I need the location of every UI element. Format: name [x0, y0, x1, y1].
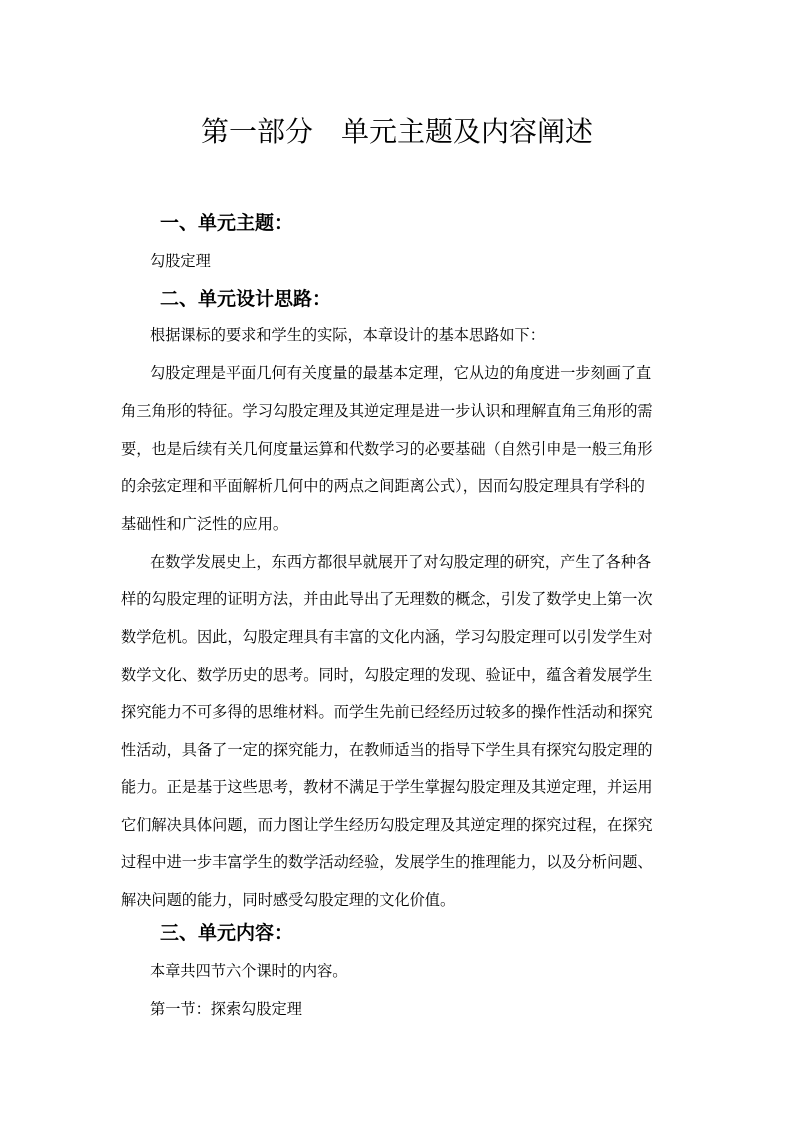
paragraph-line: 它们解决具体问题，而力图让学生经历勾股定理及其逆定理的探究过程，在探究: [121, 816, 653, 834]
paragraph-line: 数学文化、数学历史的思考。同时，勾股定理的发现、验证中，蕴含着发展学生: [121, 666, 653, 684]
paragraph-line: 第一节：探索勾股定理: [150, 1000, 302, 1018]
paragraph-line: 基础性和广泛性的应用。: [121, 515, 289, 533]
paragraph-line: 过程中进一步丰富学生的数学活动经验，发展学生的推理能力，以及分析问题、: [121, 853, 653, 871]
section-heading-design-idea: 二、单元设计思路：: [160, 288, 332, 310]
paragraph-line: 样的勾股定理的证明方法，并由此导出了无理数的概念，引发了数学史上第一次: [121, 590, 653, 608]
paragraph-line: 解决问题的能力，同时感受勾股定理的文化价值。: [121, 891, 456, 909]
paragraph-line: 探究能力不可多得的思维材料。而学生先前已经经历过较多的操作性活动和探究: [121, 703, 653, 721]
page-title: 第一部分 单元主题及内容阐述: [200, 115, 593, 148]
section-heading-unit-theme: 一、单元主题：: [160, 212, 294, 234]
paragraph-line: 数学危机。因此，勾股定理具有丰富的文化内涵，学习勾股定理可以引发学生对: [121, 628, 653, 646]
paragraph-line: 勾股定理: [150, 252, 211, 270]
paragraph-line: 在数学发展史上，东西方都很早就展开了对勾股定理的研究，产生了各种各: [150, 553, 652, 571]
paragraph-line: 的余弦定理和平面解析几何中的两点之间距离公式），因而勾股定理具有学科的: [121, 477, 645, 495]
paragraph-line: 性活动，具备了一定的探究能力，在教师适当的指导下学生具有探究勾股定理的: [121, 741, 653, 759]
paragraph-line: 勾股定理是平面几何有关度量的最基本定理，它从边的角度进一步刻画了直: [150, 364, 652, 382]
paragraph-line: 要，也是后续有关几何度量运算和代数学习的必要基础（自然引申是一般三角形: [121, 440, 653, 458]
paragraph-line: 本章共四节六个课时的内容。: [150, 962, 348, 980]
paragraph-line: 根据课标的要求和学生的实际，本章设计的基本思路如下：: [150, 326, 545, 344]
paragraph-line: 能力。正是基于这些思考，教材不满足于学生掌握勾股定理及其逆定理，并运用: [121, 778, 653, 796]
paragraph-line: 角三角形的特征。学习勾股定理及其逆定理是进一步认识和理解直角三角形的需: [121, 402, 653, 420]
section-heading-unit-content: 三、单元内容：: [160, 922, 294, 944]
